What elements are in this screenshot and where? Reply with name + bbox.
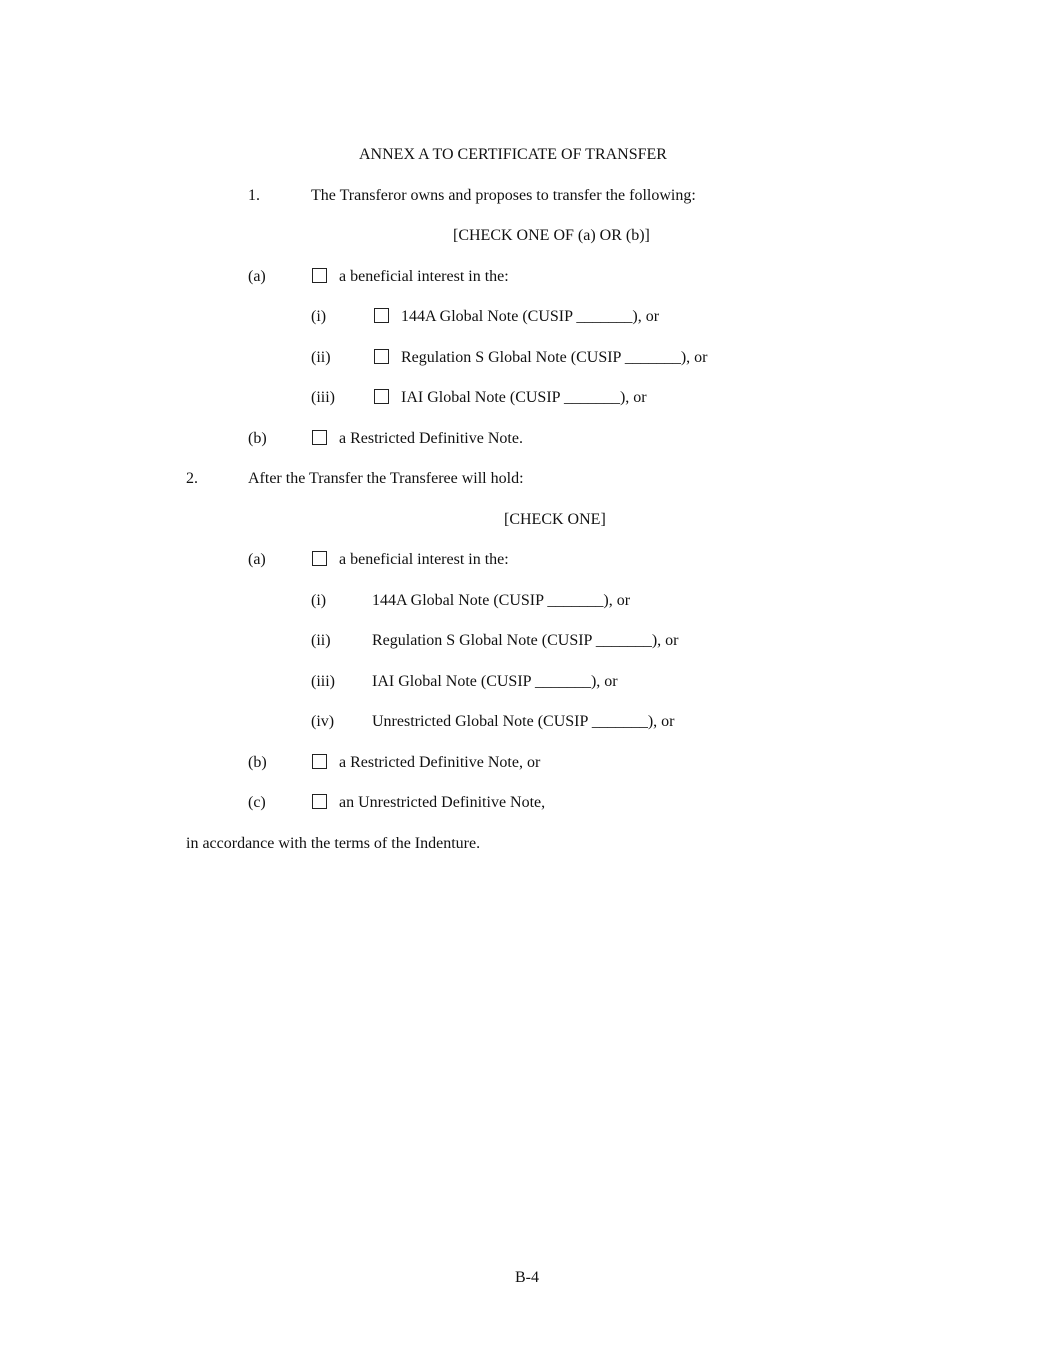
closing-text: in accordance with the terms of the Indenture. (186, 835, 481, 852)
section2-a-text: a beneficial interest in the: (339, 551, 509, 568)
section2-c-text: an Unrestricted Definitive Note, (339, 794, 546, 811)
section1-a-text: a beneficial interest in the: (339, 268, 509, 285)
section1-b-checkbox[interactable] (312, 430, 327, 445)
section1-a-i-checkbox[interactable] (374, 308, 389, 323)
section2-a-iii-label: (iii) (311, 673, 335, 690)
section2-a-ii-text: Regulation S Global Note (CUSIP _______), or (372, 632, 679, 649)
section2-a-i-label: (i) (311, 592, 327, 609)
section1-a-ii-text: Regulation S Global Note (CUSIP _______), or (401, 349, 708, 366)
section1-a-i-label: (i) (311, 308, 327, 325)
section2-c-label: (c) (248, 794, 266, 811)
section1-a-iii-checkbox[interactable] (374, 389, 389, 404)
section2-a-iv-text: Unrestricted Global Note (CUSIP _______), or (372, 713, 675, 730)
section2-a-iii-text: IAI Global Note (CUSIP _______), or (372, 673, 618, 690)
section1-a-i-text: 144A Global Note (CUSIP _______), or (401, 308, 660, 325)
section2-instruction: [CHECK ONE] (504, 511, 606, 528)
section2-a-checkbox[interactable] (312, 551, 327, 566)
section1-a-iii-label: (iii) (311, 389, 335, 406)
page-number: B-4 (515, 1269, 539, 1286)
section1-a-ii-label: (ii) (311, 349, 331, 366)
section1-text: The Transferor owns and proposes to transfer the following: (311, 187, 696, 204)
section1-instruction: [CHECK ONE OF (a) OR (b)] (453, 227, 650, 244)
section1-a-ii-checkbox[interactable] (374, 349, 389, 364)
section1-a-label: (a) (248, 268, 266, 285)
section2-b-label: (b) (248, 754, 267, 771)
section2-a-ii-label: (ii) (311, 632, 331, 649)
section1-b-label: (b) (248, 430, 267, 447)
section1-a-iii-text: IAI Global Note (CUSIP _______), or (401, 389, 647, 406)
section1-number: 1. (248, 187, 260, 204)
section2-number: 2. (186, 470, 198, 487)
section2-b-text: a Restricted Definitive Note, or (339, 754, 541, 771)
page-title: ANNEX A TO CERTIFICATE OF TRANSFER (359, 146, 667, 163)
section2-a-i-text: 144A Global Note (CUSIP _______), or (372, 592, 631, 609)
section2-c-checkbox[interactable] (312, 794, 327, 809)
section1-b-text: a Restricted Definitive Note. (339, 430, 523, 447)
section2-a-iv-label: (iv) (311, 713, 335, 730)
section2-a-label: (a) (248, 551, 266, 568)
section2-text: After the Transfer the Transferee will hold: (248, 470, 524, 487)
section1-a-checkbox[interactable] (312, 268, 327, 283)
section2-b-checkbox[interactable] (312, 754, 327, 769)
